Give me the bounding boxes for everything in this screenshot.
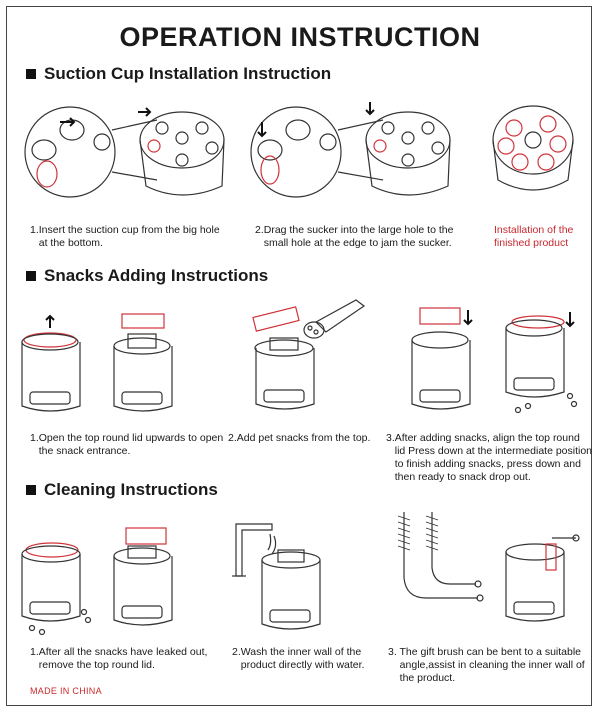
- suction-step1-caption: 1.Insert the suction cup from the big hole at the bottom.: [30, 224, 220, 249]
- cleaning-step3-caption: 3. The gift brush can be bent to a suitable angle,assist in cleaning the inner wall of the product.: [388, 646, 585, 684]
- snacks-step3-illustration: [410, 300, 580, 422]
- section-title: Snacks Adding Instructions: [44, 266, 269, 285]
- square-bullet-icon: [26, 69, 36, 79]
- square-bullet-icon: [26, 485, 36, 495]
- made-in-china-label: MADE IN CHINA: [30, 686, 102, 696]
- snacks-step2-illustration: [236, 292, 386, 414]
- snacks-step1-illustration: [20, 306, 170, 416]
- snacks-step1-caption: 1.Open the top round lid upwards to open the snack entrance.: [30, 432, 224, 457]
- section-heading-snacks: [26, 266, 268, 286]
- page-title: OPERATION INSTRUCTION: [119, 22, 481, 52]
- suction-step2-caption: 2.Drag the sucker into the large hole to the small hole at the edge to jam the sucker.: [255, 224, 454, 249]
- cleaning-step3-illustration: [388, 508, 578, 638]
- suction-finished-illustration: [488, 100, 578, 200]
- snacks-step2-caption: 2.Add pet snacks from the top.: [228, 432, 371, 444]
- cleaning-step2-caption: 2.Wash the inner wall of the product directly with water.: [232, 646, 365, 671]
- suction-step1-illustration: [22, 100, 232, 210]
- section-title: Suction Cup Installation Instruction: [44, 64, 332, 83]
- section-heading-cleaning: [26, 480, 218, 500]
- cleaning-step1-caption: 1.After all the snacks have leaked out, remove the top round lid.: [30, 646, 208, 671]
- snacks-step3-caption: 3.After adding snacks, align the top round lid Press down at the intermediate position to finish adding snacks, press down and then ready to snack drop out.: [386, 432, 593, 483]
- suction-step3-caption: Installation of the finished product: [494, 224, 574, 249]
- section-title: Cleaning Instructions: [44, 480, 218, 499]
- section-heading-suction: [26, 64, 331, 84]
- cleaning-step2-illustration: [232, 520, 352, 640]
- suction-step2-illustration: [248, 100, 458, 210]
- square-bullet-icon: [26, 271, 36, 281]
- cleaning-step1-illustration: [18, 520, 178, 640]
